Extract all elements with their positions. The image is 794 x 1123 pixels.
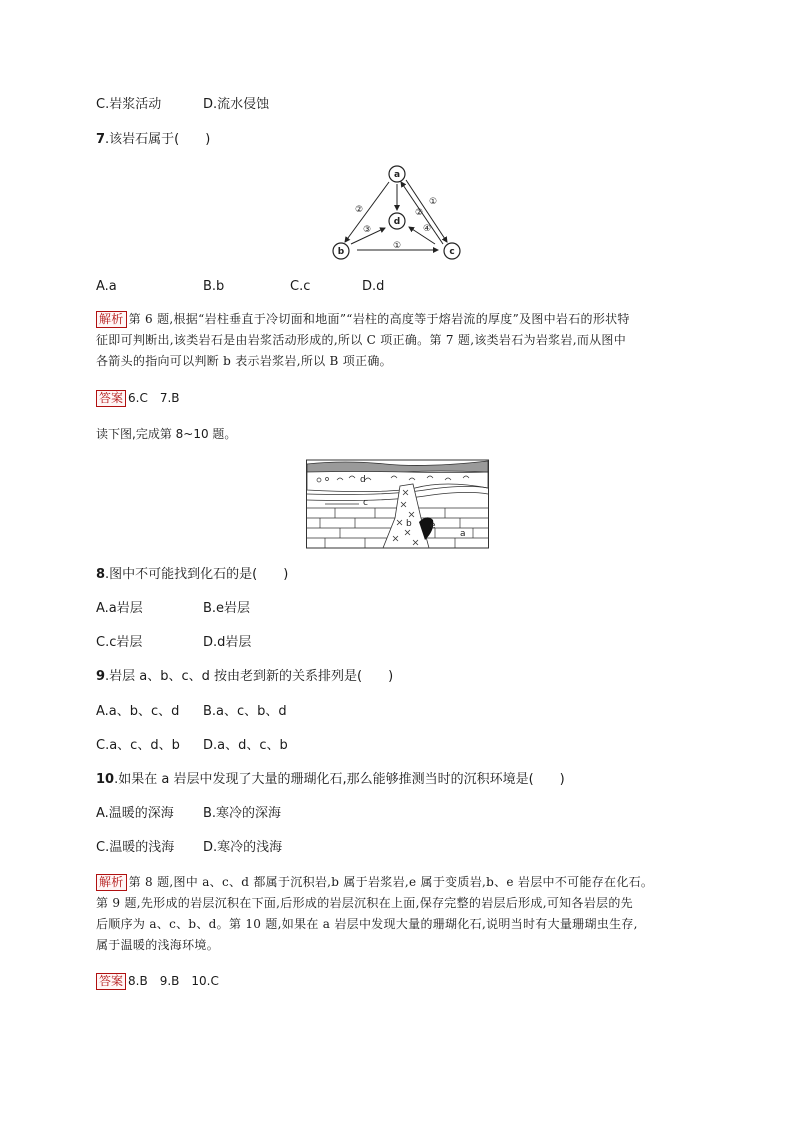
q10-option-d: D.寒冷的浅海 [203, 840, 283, 855]
q9-option-a: A.a、b、c、d [96, 704, 180, 719]
explanation-line: 征即可判断出,该类岩石是由岩浆活动形成的,所以 C 项正确。第 7 题,该类岩石为岩浆岩,而从图中 [96, 333, 627, 347]
answer-8-10 [96, 972, 219, 990]
strata-label: e [430, 521, 436, 531]
q7-option-b: B.b [203, 279, 225, 294]
explanation-line: 后顺序为 a、c、b、d。第 10 题,如果在 a 岩层中发现大量的珊瑚化石,说明当时有大量珊瑚虫生存, [96, 917, 638, 931]
answer-tag: 答案 [96, 390, 126, 407]
edge-label: ② [415, 208, 424, 218]
question-stem: .如果在 a 岩层中发现了大量的珊瑚化石,那么能够推测当时的沉积环境是( ) [114, 772, 565, 787]
q10-option-b: B.寒冷的深海 [203, 806, 282, 821]
q6-option-d: D.流水侵蚀 [203, 97, 270, 112]
q9-option-c: C.a、c、d、b [96, 738, 180, 753]
question-number: 10 [96, 772, 115, 787]
q8-option-b: B.e岩层 [203, 601, 251, 616]
explanation-tag: 解析 [96, 874, 127, 891]
node-label: a [393, 170, 401, 180]
answer-text: 6.C 7.B [128, 391, 180, 405]
question-number: 9 [96, 669, 106, 684]
strata-label: d [360, 475, 366, 485]
edge-label: ① [429, 197, 438, 207]
q10-option-a: A.温暖的深海 [96, 806, 174, 821]
question-8 [96, 566, 288, 584]
explanation-tag: 解析 [96, 311, 127, 328]
q7-option-c: C.c [290, 279, 311, 294]
explanation-line: 第 9 题,先形成的岩层沉积在下面,后形成的岩层沉积在上面,保存完整的岩层后形成,可知各岩层的先 [96, 896, 633, 910]
question-number: 7 [96, 132, 106, 147]
question-10 [96, 771, 565, 789]
explanation-line: 第 6 题,根据“岩柱垂直于冷切面和地面”“岩柱的高度等于熔岩流的厚度”及图中岩石的形状特 [128, 312, 630, 326]
explanation-line: 属于温暖的浅海环境。 [96, 938, 220, 952]
node-label: d [393, 217, 401, 227]
question-stem: .岩层 a、b、c、d 按由老到新的关系排列是( ) [105, 669, 394, 684]
answer-tag: 答案 [96, 973, 126, 990]
explanation-line: 各箭头的指向可以判断 b 表示岩浆岩,所以 B 项正确。 [96, 354, 392, 368]
answer-text: 8.B 9.B 10.C [128, 974, 219, 988]
explanation-6-7 [96, 309, 696, 372]
q9-option-b: B.a、c、b、d [203, 704, 287, 719]
intro-text: 读下图,完成第 8~10 题。 [96, 427, 237, 441]
edge-label: ④ [423, 224, 432, 234]
strata-label: a [460, 529, 466, 539]
edge-label: ① [393, 241, 402, 251]
explanation-8-10 [96, 872, 696, 956]
q9-option-d: D.a、d、c、b [203, 738, 288, 753]
q6-option-c: C.岩浆活动 [96, 97, 162, 112]
question-stem: .该岩石属于( ) [105, 132, 211, 147]
q8-option-c: C.c岩层 [96, 635, 143, 650]
question-stem: .图中不可能找到化石的是( ) [105, 567, 289, 582]
q8-option-a: A.a岩层 [96, 601, 143, 616]
strata-label: b [406, 519, 412, 529]
question-7 [96, 131, 210, 149]
q8-option-d: D.d岩层 [203, 635, 252, 650]
q7-option-a: A.a [96, 279, 117, 294]
explanation-line: 第 8 题,图中 a、c、d 都属于沉积岩,b 属于岩浆岩,e 属于变质岩,b、e 岩层中不可能存在化石。 [128, 875, 654, 889]
edge-label: ③ [363, 225, 372, 235]
edge-c-d [409, 227, 435, 244]
strata-diagram [305, 458, 490, 550]
rock-cycle-diagram [325, 160, 470, 265]
question-number: 8 [96, 567, 106, 582]
node-label: c [449, 247, 455, 257]
answer-6-7 [96, 389, 180, 407]
q10-option-c: C.温暖的浅海 [96, 840, 175, 855]
question-9 [96, 668, 393, 686]
node-label: b [337, 247, 345, 257]
q7-option-d: D.d [362, 279, 385, 294]
edge-label: ② [355, 205, 364, 215]
strata-label: c [363, 498, 368, 508]
